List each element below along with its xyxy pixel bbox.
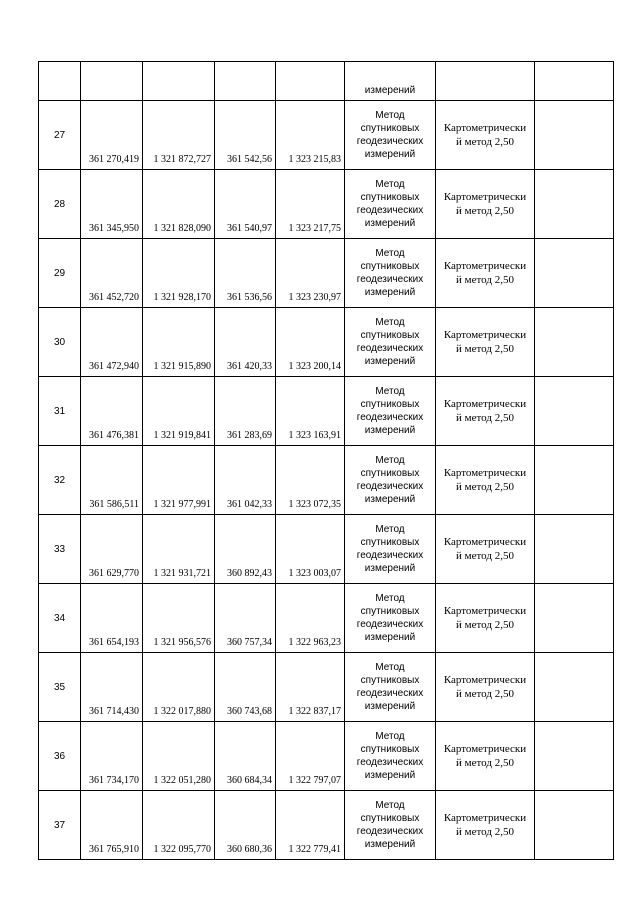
accuracy-line-1: Картометрически [443,743,527,755]
cell-x2: 361 536,56 [215,239,276,308]
cell-accuracy [436,653,535,722]
cell-method [345,722,436,791]
method-line-4: измерений [364,356,416,367]
method-line-1: Метод [375,317,405,328]
cell-extra [535,101,614,170]
cell-extra [535,308,614,377]
accuracy-line-2: й метод 2,50 [456,412,514,424]
method-line-3: геодезических [356,826,424,837]
method-line-1: Метод [375,800,405,811]
cell-y1: 1 321 956,576 [143,584,215,653]
method-line-3: геодезических [356,412,424,423]
cell-x2: 361 542,56 [215,101,276,170]
cell-x2: 360 743,68 [215,653,276,722]
cell-x2: 361 042,33 [215,446,276,515]
method-line-2: спутниковых [360,192,420,203]
cell-accuracy [436,446,535,515]
method-line-1: Метод [375,386,405,397]
cell-x2 [215,62,276,101]
cell-method [345,515,436,584]
cell-extra [535,584,614,653]
table-row [39,722,614,791]
cell-method [345,653,436,722]
cell-x2: 360 892,43 [215,515,276,584]
cell-method [345,377,436,446]
table-row [39,653,614,722]
method-line-3: геодезических [356,205,424,216]
method-line-3: геодезических [356,481,424,492]
table-row [39,170,614,239]
cell-extra [535,377,614,446]
cell-y1: 1 321 977,991 [143,446,215,515]
cell-extra [535,653,614,722]
cell-accuracy [436,239,535,308]
cell-method [345,791,436,860]
accuracy-line-1: Картометрически [443,398,527,410]
cell-x2: 360 684,34 [215,722,276,791]
method-line-1: Метод [375,110,405,121]
cell-x2: 361 540,97 [215,170,276,239]
table-row [39,791,614,860]
method-line-1: Метод [375,455,405,466]
method-line-4: измерений [364,425,416,436]
method-line-4: измерений [364,494,416,505]
cell-method [345,170,436,239]
accuracy-line-1: Картометрически [443,605,527,617]
cell-x2: 361 283,69 [215,377,276,446]
cell-x1: 361 586,511 [81,446,143,515]
cell-accuracy [436,791,535,860]
cell-accuracy [436,584,535,653]
cell-extra [535,170,614,239]
method-line-4: измерений [364,287,416,298]
method-line-3: геодезических [356,274,424,285]
cell-point-number: 34 [39,584,81,653]
method-line-2: спутниковых [360,537,420,548]
cell-extra [535,722,614,791]
cell-y2: 1 322 779,41 [276,791,345,860]
method-line-2: спутниковых [360,399,420,410]
method-line-2: спутниковых [360,261,420,272]
accuracy-line-1: Картометрически [443,191,527,203]
method-line-2: спутниковых [360,330,420,341]
cell-x1: 361 734,170 [81,722,143,791]
cell-x1: 361 476,381 [81,377,143,446]
method-line-3: геодезических [356,136,424,147]
cell-x1 [81,62,143,101]
cell-x1: 361 472,940 [81,308,143,377]
cell-point-number: 36 [39,722,81,791]
accuracy-line-2: й метод 2,50 [456,619,514,631]
method-line-3: геодезических [356,619,424,630]
accuracy-line-2: й метод 2,50 [456,826,514,838]
cell-y2: 1 322 837,17 [276,653,345,722]
table-row [39,515,614,584]
method-line-4: измерений [364,770,416,781]
method-line-4: измерений [364,563,416,574]
cell-point-number: 37 [39,791,81,860]
accuracy-line-1: Картометрически [443,122,527,134]
cell-method [345,101,436,170]
method-line-2: спутниковых [360,813,420,824]
cell-num [39,62,81,101]
accuracy-line-2: й метод 2,50 [456,205,514,217]
cell-x1: 361 629,770 [81,515,143,584]
method-line-3: геодезических [356,688,424,699]
accuracy-line-2: й метод 2,50 [456,481,514,493]
cell-y1: 1 321 872,727 [143,101,215,170]
cell-point-number: 35 [39,653,81,722]
cell-x1: 361 714,430 [81,653,143,722]
cell-y1 [143,62,215,101]
cell-point-number: 31 [39,377,81,446]
cell-extra [535,446,614,515]
cell-y2: 1 323 215,83 [276,101,345,170]
method-line-1: Метод [375,179,405,190]
method-line-3: геодезических [356,550,424,561]
accuracy-line-1: Картометрически [443,536,527,548]
accuracy-line-1: Картометрически [443,812,527,824]
method-line-1: Метод [375,731,405,742]
cell-y1: 1 321 928,170 [143,239,215,308]
cell-extra [535,515,614,584]
cell-y2: 1 323 072,35 [276,446,345,515]
accuracy-line-2: й метод 2,50 [456,274,514,286]
accuracy-line-1: Картометрически [443,329,527,341]
method-line-2: спутниковых [360,606,420,617]
table-row-continued [39,62,614,101]
cell-x2: 360 757,34 [215,584,276,653]
cell-y2: 1 323 003,07 [276,515,345,584]
method-line-3: геодезических [356,757,424,768]
cell-accuracy [436,62,535,101]
cell-y1: 1 322 095,770 [143,791,215,860]
method-line-4: измерений [364,839,416,850]
cell-accuracy [436,170,535,239]
table-row [39,239,614,308]
cell-y2: 1 323 217,75 [276,170,345,239]
table-row [39,446,614,515]
method-line-1: Метод [375,593,405,604]
cell-method [345,308,436,377]
table-row [39,308,614,377]
cell-extra [535,62,614,101]
cell-point-number: 32 [39,446,81,515]
cell-y1: 1 321 915,890 [143,308,215,377]
cell-x2: 360 680,36 [215,791,276,860]
table-row [39,584,614,653]
cell-y2: 1 322 963,23 [276,584,345,653]
method-line-4: измерений [364,218,416,229]
method-line-2: спутниковых [360,123,420,134]
method-line-4: измерений [364,632,416,643]
table-row [39,377,614,446]
cell-accuracy [436,101,535,170]
method-line-2: спутниковых [360,468,420,479]
cell-method [345,446,436,515]
cell-y2: 1 323 230,97 [276,239,345,308]
cell-x1: 361 270,419 [81,101,143,170]
cell-point-number: 33 [39,515,81,584]
cell-accuracy [436,515,535,584]
cell-y1: 1 322 051,280 [143,722,215,791]
cell-accuracy [436,722,535,791]
cell-y2: 1 323 163,91 [276,377,345,446]
cell-x1: 361 452,720 [81,239,143,308]
method-line-1: Метод [375,662,405,673]
accuracy-line-2: й метод 2,50 [456,757,514,769]
accuracy-line-2: й метод 2,50 [456,550,514,562]
accuracy-line-1: Картометрически [443,674,527,686]
method-line-2: спутниковых [360,675,420,686]
cell-point-number: 29 [39,239,81,308]
method-line-1: Метод [375,248,405,259]
cell-y1: 1 321 828,090 [143,170,215,239]
method-line-4: измерений [364,701,416,712]
accuracy-line-1: Картометрически [443,260,527,272]
accuracy-line-2: й метод 2,50 [456,136,514,148]
cell-y1: 1 321 919,841 [143,377,215,446]
cell-y2 [276,62,345,101]
table-row [39,101,614,170]
method-line-3: геодезических [356,343,424,354]
cell-y1: 1 322 017,880 [143,653,215,722]
cell-point-number: 30 [39,308,81,377]
accuracy-line-2: й метод 2,50 [456,343,514,355]
method-line-1: Метод [375,524,405,535]
cell-method [345,584,436,653]
cell-extra [535,239,614,308]
cell-point-number: 28 [39,170,81,239]
cell-accuracy [436,308,535,377]
coordinates-table [38,61,614,860]
cell-x2: 361 420,33 [215,308,276,377]
cell-x1: 361 345,950 [81,170,143,239]
cell-method: измерений [345,62,436,101]
cell-y2: 1 322 797,07 [276,722,345,791]
accuracy-line-1: Картометрически [443,467,527,479]
cell-x1: 361 654,193 [81,584,143,653]
cell-extra [535,791,614,860]
cell-x1: 361 765,910 [81,791,143,860]
method-line-4: измерений [364,149,416,160]
cell-y1: 1 321 931,721 [143,515,215,584]
accuracy-line-2: й метод 2,50 [456,688,514,700]
cell-y2: 1 323 200,14 [276,308,345,377]
method-line-2: спутниковых [360,744,420,755]
cell-accuracy [436,377,535,446]
cell-point-number: 27 [39,101,81,170]
cell-method [345,239,436,308]
